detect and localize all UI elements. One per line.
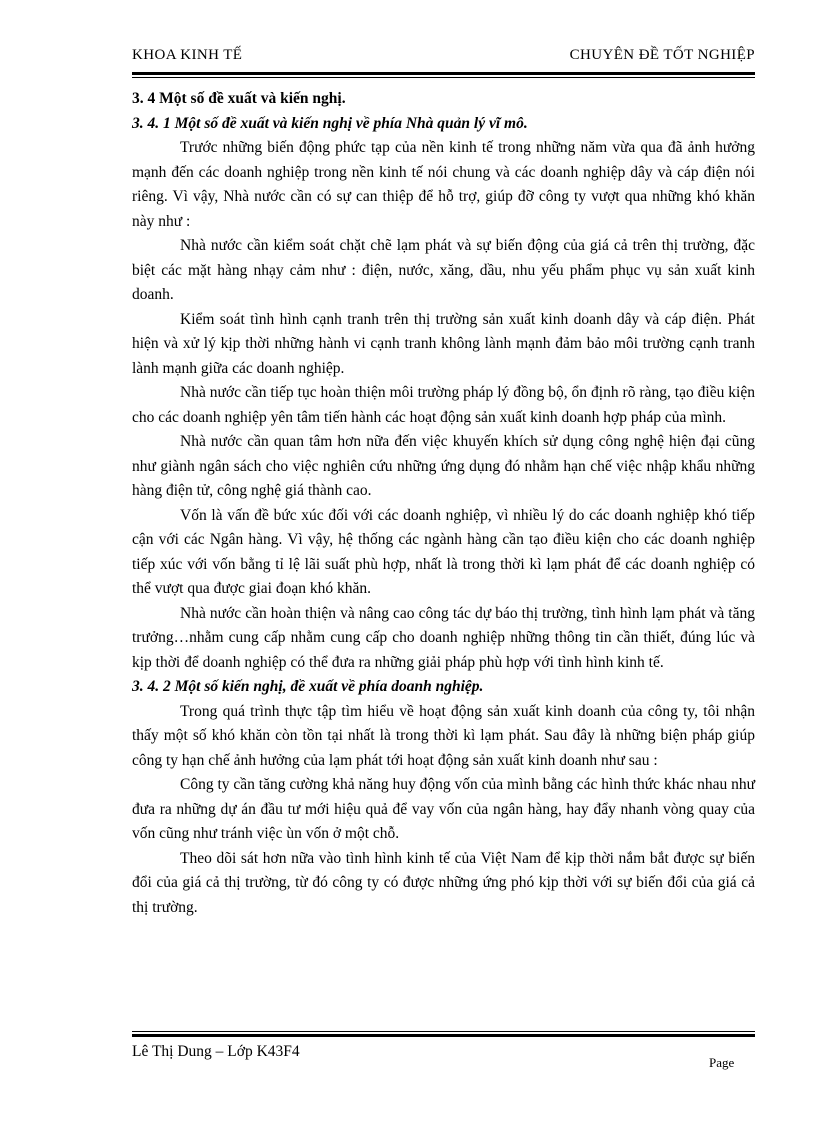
footer-rule-thick xyxy=(132,1034,755,1037)
section-title: 3. 4 Một số đề xuất và kiến nghị. xyxy=(132,90,346,107)
paragraph: Kiểm soát tình hình cạnh tranh trên thị trường sản xuất kinh doanh dây và cáp điện. Phát hiện và xử lý kịp thời những hành vi cạnh tranh không lành mạnh đảm bảo môi trường cạnh tranh lành mạnh giữa các doanh nghiệp. xyxy=(132,310,755,377)
paragraph: Nhà nước cần tiếp tục hoàn thiện môi trường pháp lý đồng bộ, ổn định rõ ràng, tạo điều kiện cho các doanh nghiệp yên tâm tiến hành các hoạt động sản xuất kinh doanh hợp pháp của mình. xyxy=(132,384,755,426)
header-title: CHUYÊN ĐỀ TỐT NGHIỆP xyxy=(569,47,755,63)
paragraph: Nhà nước cần quan tâm hơn nữa đến việc khuyến khích sử dụng công nghệ hiện đại cũng như giành ngân sách cho việc nghiên cứu những ứng dụng đó nhằm hạn chế việc nhập khẩu những hàng điện tử, công nghệ giá thành cao. xyxy=(132,433,755,499)
paragraph: Trong quá trình thực tập tìm hiểu về hoạt động sản xuất kinh doanh của công ty, tôi nhận thấy một số khó khăn còn tồn tại nhất là trong thời kì lạm phát. Sau đây là những biện pháp giúp công ty hạn chế ảnh hưởng của lạm phát tới hoạt động sản xuất kinh doanh như sau : xyxy=(132,702,755,769)
paragraph: Công ty cần tăng cường khả năng huy động vốn của mình bằng các hình thức khác nhau như đưa ra những dự án đầu tư mới hiệu quả để vay vốn của ngân hàng, hay đẩy nhanh vòng quay của vốn cũng như tránh việc ùn vốn ở một chỗ. xyxy=(132,776,755,842)
paragraph: Vốn là vấn đề bức xúc đối với các doanh nghiệp, vì nhiều lý do các doanh nghiệp khó tiếp cận với các Ngân hàng. Vì vậy, hệ thống các ngành hàng cần tạo điều kiện cho các doanh nghiệp tiếp xúc với vốn bằng tỉ lệ lãi suất phù hợp, nhất là trong thời kì lạm phát để các doanh nghiệp có thể vượt qua được giai đoạn khó khăn. xyxy=(132,506,755,597)
footer-page-label: Page xyxy=(709,1055,735,1070)
header-rule-thick xyxy=(132,72,755,75)
document-body xyxy=(132,87,755,920)
paragraph: Nhà nước cần kiểm soát chặt chẽ lạm phát và sự biến động của giá cả trên thị trường, đặc biệt các mặt hàng nhạy cảm như : điện, nước, xăng, dầu, nhu yếu phẩm phục vụ sản xuất kinh doanh. xyxy=(132,237,755,303)
footer-rule-thin xyxy=(132,1031,755,1032)
page-header xyxy=(132,47,755,69)
subsection-title-1: 3. 4. 1 Một số đề xuất và kiến nghị về phía Nhà quản lý vĩ mô. xyxy=(132,114,528,132)
header-faculty: KHOA KINH TẾ xyxy=(132,47,243,63)
header-rule-thin xyxy=(132,77,755,78)
paragraph: Nhà nước cần hoàn thiện và nâng cao công tác dự báo thị trường, tình hình lạm phát và tăng trưởng…nhằm cung cấp nhằm cung cấp cho doanh nghiệp những thông tin cần thiết, đúng lúc và kịp thời để doanh nghiệp có thể đưa ra những giải pháp phù hợp với tình hình kinh tế. xyxy=(132,604,755,671)
paragraph: Trước những biến động phức tạp của nền kinh tế trong những năm vừa qua đã ảnh hưởng mạnh đến các doanh nghiệp trong nền kinh tế nói chung và các doanh nghiệp dây và cáp điện nói riêng. Vì vậy, Nhà nước cần có sự can thiệp để hỗ trợ, giúp đỡ công ty vượt qua những khó khăn này như : xyxy=(132,139,755,230)
footer-author: Lê Thị Dung – Lớp K43F4 xyxy=(132,1043,300,1060)
subsection-title-2: 3. 4. 2 Một số kiến nghị, đề xuất về phía doanh nghiệp. xyxy=(132,678,484,695)
paragraph: Theo dõi sát hơn nữa vào tình hình kinh tế của Việt Nam để kịp thời nắm bắt được sự biến đổi của giá cả thị trường, từ đó công ty có được những ứng phó kịp thời với sự biến đổi của giá cả thị trường. xyxy=(132,849,755,916)
